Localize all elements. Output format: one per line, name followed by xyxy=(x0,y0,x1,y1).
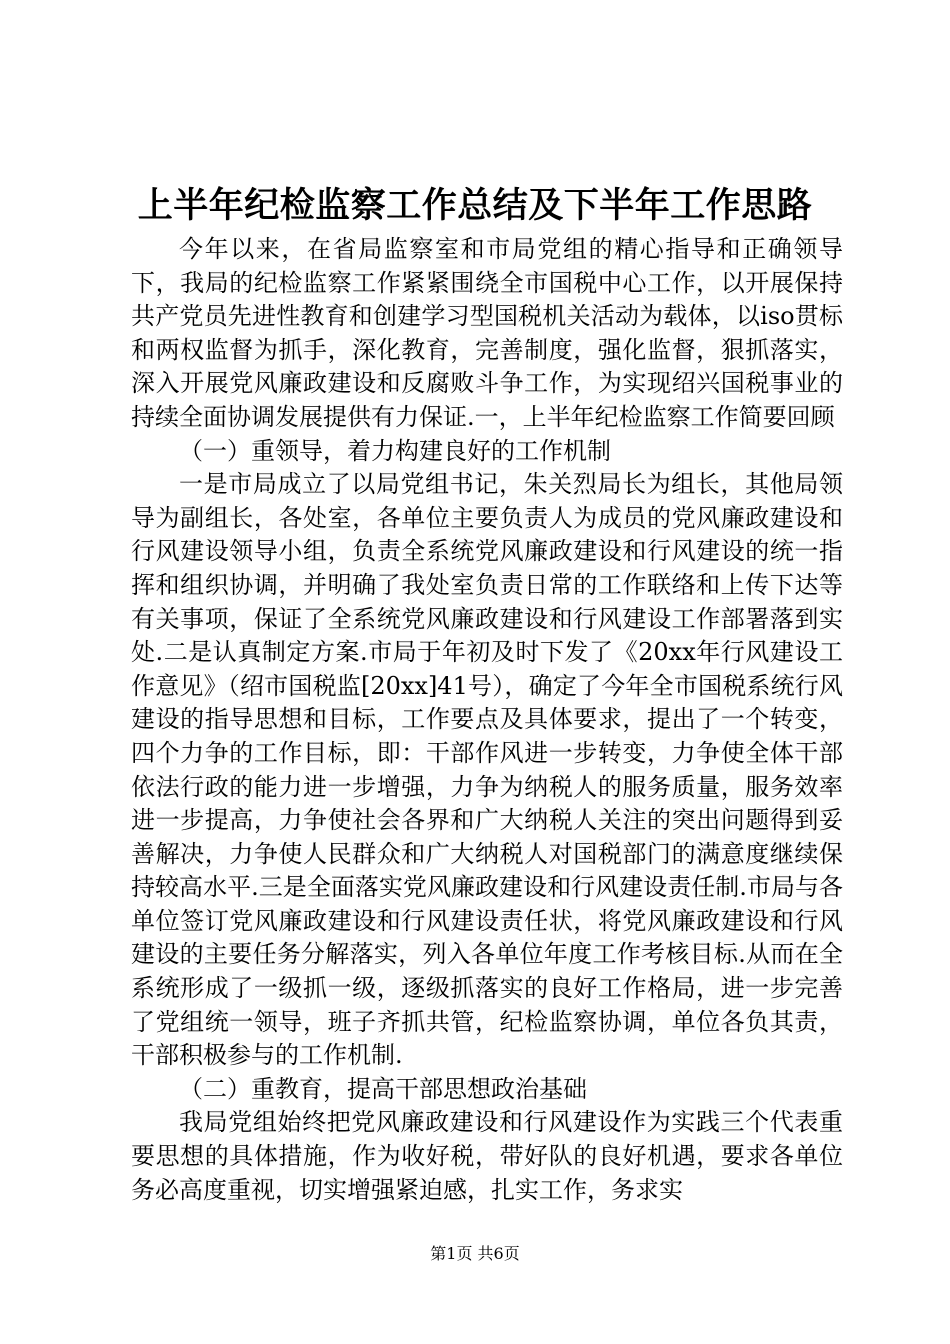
section-heading-1: （一）重领导，着力构建良好的工作机制 xyxy=(179,436,611,465)
paragraph-section-1: 一是市局成立了以局党组书记，朱关烈局长为组长，其他局领导为副组长，各处室，各单位主要负责人为成员的党风廉政建设和行风建设领导小组，负责全系统党风廉政建设和行风建设的统一指挥和组织协调，并明确了我处室负责日常的工作联络和上传下达等有关事项，保证了全系统党风廉政建设和行风建设工作部署落到实处.二是认真制定方案.市局于年初及时下发了《20xx年行风建设工作意见》（绍市国税监[20xx]41号），确定了今年全市国税系统行风建设的指导思想和目标，工作要点及具体要求，提出了一个转变，四个力争的工作目标，即：干部作风进一步转变，力争使全体干部依法行政的能力进一步增强，力争为纳税人的服务质量，服务效率进一步提高，力争使社会各界和广大纳税人关注的突出问题得到妥善解决，力争使人民群众和广大纳税人对国税部门的满意度继续保持较高水平.三是全面落实党风廉政建设和行风建设责任制.市局与各单位签订党风廉政建设和行风建设责任状，将党风廉政建设和行风建设的主要任务分解落实，列入各单位年度工作考核目标.从而在全系统形成了一级抓一级，逐级抓落实的良好工作格局，进一步完善了党组统一领导，班子齐抓共管，纪检监察协调，单位各负其责，干部积极参与的工作机制. xyxy=(131,470,843,1070)
page-footer: 第1页 共6页 xyxy=(430,1244,520,1263)
paragraph-intro: 今年以来，在省局监察室和市局党组的精心指导和正确领导下，我局的纪检监察工作紧紧围绕全市国税中心工作，以开展保持共产党员先进性教育和创建学习型国税机关活动为载体，以iso贯标和两权监督为抓手，深化教育，完善制度，强化监督，狠抓落实，深入开展党风廉政建设和反腐败斗争工作，为实现绍兴国税事业的持续全面协调发展提供有力保证.一，上半年纪检监察工作简要回顾 xyxy=(131,235,843,431)
document-title: 上半年纪检监察工作总结及下半年工作思路 xyxy=(137,185,813,226)
document-body xyxy=(131,233,843,1207)
section-heading-2: （二）重教育，提高干部思想政治基础 xyxy=(179,1074,587,1103)
paragraph-section-2: 我局党组始终把党风廉政建设和行风建设作为实践三个代表重要思想的具体措施，作为收好税，带好队的良好机遇，要求各单位务必高度重视，切实增强紧迫感，扎实工作，务求实 xyxy=(131,1108,843,1204)
